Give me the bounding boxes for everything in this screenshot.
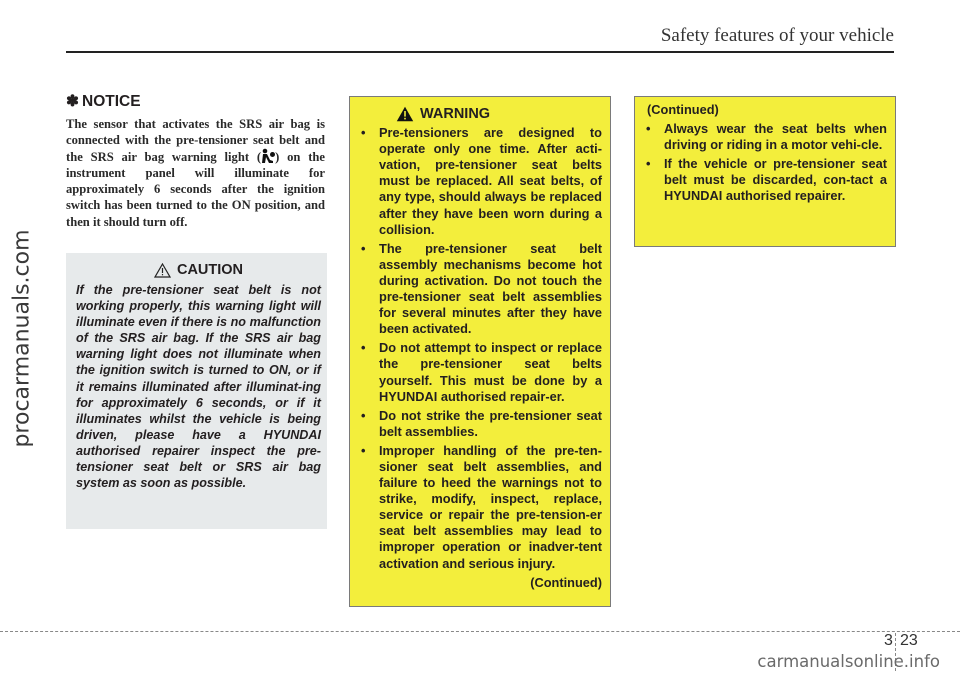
notice-text-part-1: The sensor that activates the SRS air bag is connected with the pre-tensioner seat belt and the SRS air bag warning light ( [66,117,325,165]
warning-triangle-icon [396,106,414,122]
warning-list [358,125,602,572]
continued-list [643,121,887,204]
list-item [358,241,602,338]
continued-warning-box [634,96,896,247]
bullet-dot: • [361,407,366,423]
list-item-text: Pre-tensioners are designed to operate only one time. After acti-vation, pre-tensioner seat belts must be replaced. All seat belts, of any type, should always be replaced after they have been worn during a collision. [379,125,602,237]
notice-star-icon: ✽ [66,93,79,110]
bullet-dot: • [361,340,366,356]
list-item [358,340,602,404]
notice-text-part-2: ) on the instrument panel will illuminate for approximately 6 seconds after the ignition switch has been turned to the ON position, and then it should turn off. [66,150,325,229]
caution-title [76,262,321,278]
continued-heading: (Continued) [647,102,719,117]
bullet-dot: • [361,240,366,256]
list-item-text: Improper handling of the pre-ten-sioner seat belt assemblies, and failure to heed the warnings not to strike, modify, inspect, replace, service or repair the pre-tension-er seat belt assemblies may lead to improper operation or inadver-tent activation and serious injury. [379,442,602,571]
list-item-text: Always wear the seat belts when driving or riding in a motor vehi-cle. [664,121,887,153]
list-item [358,443,602,572]
bottom-watermark: carmanualsonline.info [757,652,940,671]
list-item [643,121,887,153]
side-watermark-text: procarmanuals.com [9,228,35,448]
notice-heading-text: NOTICE [82,93,141,110]
caution-body: If the pre-tensioner seat belt is not working properly, this warning light will illuminate even if there is no malfunction of the SRS air bag. If the SRS air bag warning light does not illuminate when the ignition switch is turned to ON, or if it remains illuminated after illuminat-ing for approximately 6 seconds, or if it illuminates whilst the vehicle is being driven, please have a HYUNDAI authorised repairer inspect the pre-tensioner seat belt or SRS air bag system as soon as possible. [76,283,321,491]
footer-divider [0,631,960,632]
warning-box [349,96,611,607]
page-number: 23 [900,632,918,649]
list-item [358,408,602,440]
header-divider [66,51,894,53]
caution-triangle-icon [154,263,171,278]
list-item-text: Do not strike the pre-tensioner seat belt assemblies. [379,407,602,439]
caution-box [66,253,327,529]
warning-continued-label: (Continued) [530,574,602,590]
airbag-warning-icon [261,148,275,164]
bullet-dot: • [361,125,366,141]
bullet-dot: • [646,121,651,137]
warning-title [358,106,602,122]
list-item [643,156,887,204]
notice-heading [66,92,141,111]
list-item-text: The pre-tensioner seat belt assembly mechanisms become hot during activation. Do not touch the pre-tensioner seat belt assemblies for several minutes after they have been activated. [379,240,602,337]
list-item-text: Do not attempt to inspect or replace the pre-tensioner seat belts yourself. This must be done by a HYUNDAI authorised repair-er. [379,340,602,404]
chapter-number: 3 [884,632,893,649]
list-item [358,125,602,238]
list-item-text: If the vehicle or pre-tensioner seat belt must be discarded, con-tact a HYUNDAI authorised repairer. [664,156,887,204]
notice-body [66,116,325,230]
page-title: Safety features of your vehicle [660,25,894,46]
bullet-dot: • [361,442,366,458]
side-watermark [2,188,42,488]
warning-title-text: WARNING [420,106,491,122]
bullet-dot: • [646,156,651,172]
caution-title-text: CAUTION [176,262,244,278]
